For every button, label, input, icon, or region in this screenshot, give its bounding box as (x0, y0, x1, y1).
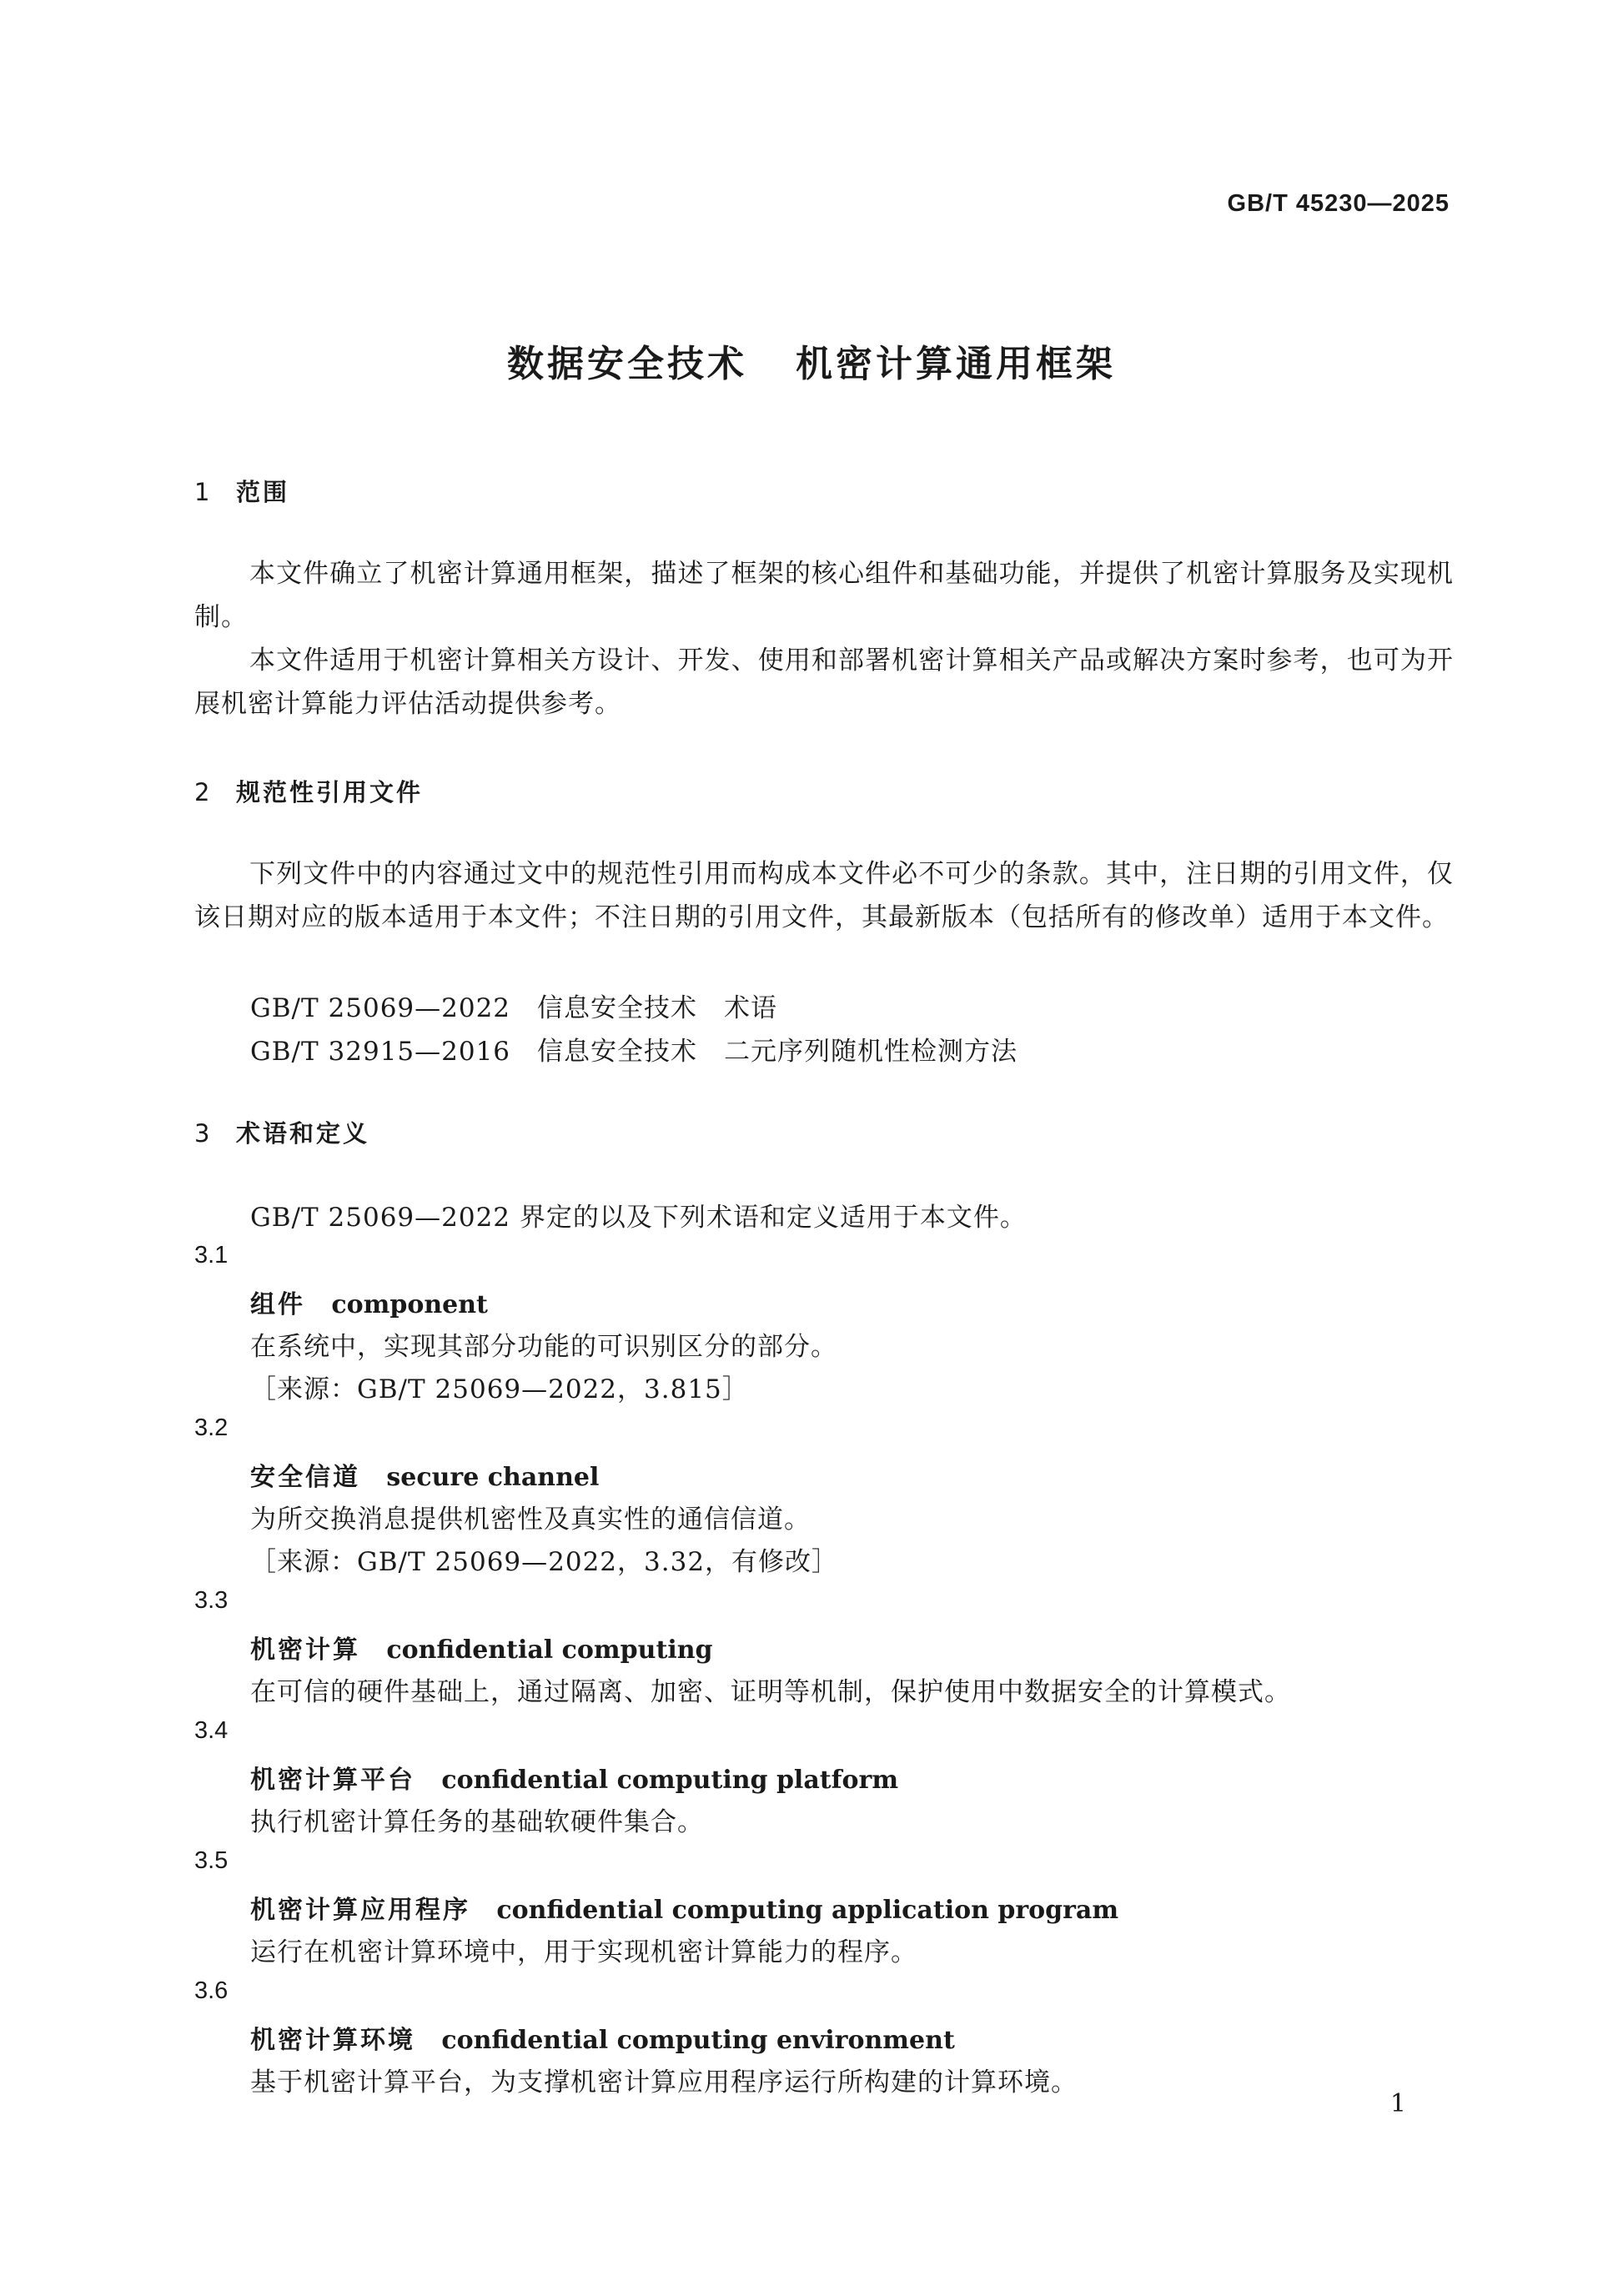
term-definition: 在系统中，实现其部分功能的可识别区分的部分。 (250, 1332, 837, 1362)
reference-item: GB/T 25069—2022 信息安全技术 术语 (250, 993, 778, 1023)
term-name-en: confidential computing environment (441, 2026, 955, 2055)
term-number: 3.2 (194, 1414, 229, 1441)
reference-item: GB/T 32915—2016 信息安全技术 二元序列随机性检测方法 (250, 1037, 1018, 1067)
standard-code: GB/T 45230—2025 (1227, 190, 1450, 217)
term-name-en: confidential computing platform (441, 1766, 899, 1795)
section-heading-normative-references (194, 774, 423, 808)
term-name (250, 1759, 898, 1796)
term-source: ［来源：GB/T 25069—2022，3.32，有修改］ (250, 1547, 839, 1577)
section-heading-terms (194, 1115, 369, 1149)
term-name (250, 1284, 488, 1320)
paragraph: 本文件适用于机密计算相关方设计、开发、使用和部署机密计算相关产品或解决方案时参考，也可为开展机密计算能力评估活动提供参考。 (194, 646, 1454, 719)
term-name-en: component (331, 1290, 488, 1319)
paragraph: 本文件确立了机密计算通用框架，描述了框架的核心组件和基础功能，并提供了机密计算服务及实现机制。 (194, 559, 1454, 632)
section-title: 范围 (236, 478, 290, 506)
term-name-zh: 机密计算环境 (250, 2026, 415, 2055)
term-name (250, 1629, 713, 1665)
term-name (250, 1889, 1118, 1926)
term-name-en: confidential computing (386, 1635, 713, 1665)
term-definition: 执行机密计算任务的基础软硬件集合。 (250, 1807, 704, 1837)
term-definition: 基于机密计算平台，为支撑机密计算应用程序运行所构建的计算环境。 (250, 2067, 1078, 2098)
term-definition: 运行在机密计算环境中，用于实现机密计算能力的程序。 (250, 1937, 917, 1967)
term-definition: 为所交换消息提供机密性及真实性的通信信道。 (250, 1505, 811, 1535)
term-number: 3.4 (194, 1717, 229, 1744)
term-number: 3.5 (194, 1847, 229, 1874)
term-number: 3.6 (194, 1977, 229, 2004)
term-name-zh: 机密计算平台 (250, 1766, 415, 1795)
term-name (250, 2019, 955, 2056)
section-number: 2 (194, 778, 213, 806)
term-name (250, 1456, 599, 1493)
section-heading-scope (194, 474, 289, 508)
term-name-zh: 组件 (250, 1290, 305, 1319)
term-name-zh: 机密计算应用程序 (250, 1896, 470, 1925)
page-number: 1 (1389, 2089, 1406, 2118)
title-part-2: 机密计算通用框架 (795, 343, 1116, 385)
section-title: 术语和定义 (236, 1119, 370, 1148)
paragraph: 下列文件中的内容通过文中的规范性引用而构成本文件必不可少的条款。其中，注日期的引用文件，仅该日期对应的版本适用于本文件；不注日期的引用文件，其最新版本（包括所有的修改单）适用于本文件。 (194, 859, 1454, 932)
section-title: 规范性引用文件 (236, 778, 424, 806)
term-name-en: secure channel (386, 1463, 600, 1492)
term-name-zh: 机密计算 (250, 1635, 360, 1665)
term-name-en: confidential computing application program (496, 1896, 1119, 1925)
term-source: ［来源：GB/T 25069—2022，3.815］ (250, 1374, 749, 1404)
term-number: 3.3 (194, 1587, 229, 1614)
terms-intro: GB/T 25069—2022 界定的以及下列术语和定义适用于本文件。 (250, 1203, 1027, 1233)
term-name-zh: 安全信道 (250, 1463, 360, 1492)
section-number: 3 (194, 1119, 213, 1148)
document-title (0, 334, 1623, 387)
section-number: 1 (194, 478, 213, 506)
term-number: 3.1 (194, 1242, 229, 1269)
term-definition: 在可信的硬件基础上，通过隔离、加密、证明等机制，保护使用中数据安全的计算模式。 (250, 1677, 1291, 1707)
title-part-1: 数据安全技术 (507, 343, 748, 385)
